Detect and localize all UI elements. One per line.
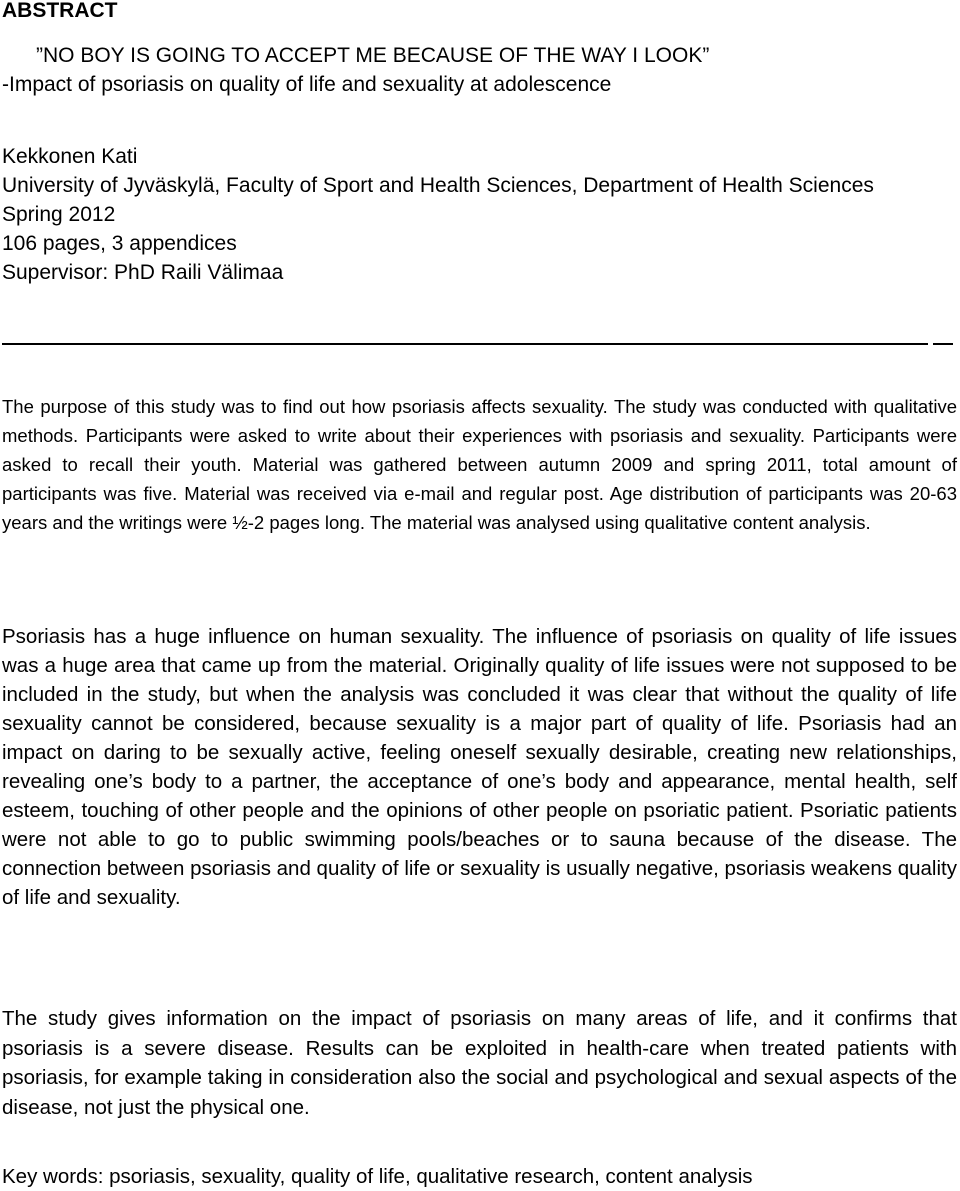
author-name: Kekkonen Kati <box>2 145 138 168</box>
page-count: 106 pages, 3 appendices <box>2 232 237 255</box>
affiliation: University of Jyväskylä, Faculty of Sport and Health Sciences, Department of Health Sciences <box>2 174 874 197</box>
abstract-paragraph-purpose: The purpose of this study was to find out how psoriasis affects sexuality. The study was conducted with qualitative methods. Participants were asked to write about their experiences with psoriasis and sexuality. Participants were asked to recall their youth. Material was gathered between autumn 2009 and spring 2011, total amount of participants was five. Material was received via e-mail and regular post. Age distribution of participants was 20-63 years and the writings were ½-2 pages long. The material was analysed using qualitative content analysis. <box>2 396 957 533</box>
separator-dash <box>933 343 953 345</box>
abstract-heading: ABSTRACT <box>2 0 118 22</box>
term: Spring 2012 <box>2 203 116 226</box>
thesis-title-block <box>2 41 709 99</box>
supervisor: Supervisor: PhD Raili Välimaa <box>2 261 284 284</box>
thesis-title: ”NO BOY IS GOING TO ACCEPT ME BECAUSE OF THE WAY I LOOK” <box>36 44 710 67</box>
separator-rule <box>2 343 928 345</box>
thesis-subtitle: -Impact of psoriasis on quality of life and sexuality at adolescence <box>2 73 612 96</box>
keywords-line: Key words: psoriasis, sexuality, quality of life, qualitative research, content analysis <box>2 1165 753 1188</box>
abstract-paragraph-conclusion: The study gives information on the impact of psoriasis on many areas of life, and it confirms that psoriasis is a severe disease. Results can be exploited in health-care when treated patients with psoriasis, for example taking in consideration also the social and psychological and sexual aspects of the disease, not just the physical one. <box>2 1007 957 1119</box>
thesis-metadata <box>2 142 960 287</box>
abstract-paragraph-findings: Psoriasis has a huge influence on human sexuality. The influence of psoriasis on quality of life issues was a huge area that came up from the material. Originally quality of life issues were not supposed to be included in the study, but when the analysis was concluded it was clear that without the quality of life sexuality cannot be considered, because sexuality is a major part of quality of life. Psoriasis had an impact on daring to be sexually active, feeling oneself sexually desirable, creating new relationships, revealing one’s body to a partner, the acceptance of one’s body and appearance, mental health, self esteem, touching of other people and the opinions of other people on psoriatic patient. Psoriatic patients were not able to go to public swimming pools/beaches or to sauna because of the disease. The connection between psoriasis and quality of life or sexuality is usually negative, psoriasis weakens quality of life and sexuality. <box>2 625 957 909</box>
